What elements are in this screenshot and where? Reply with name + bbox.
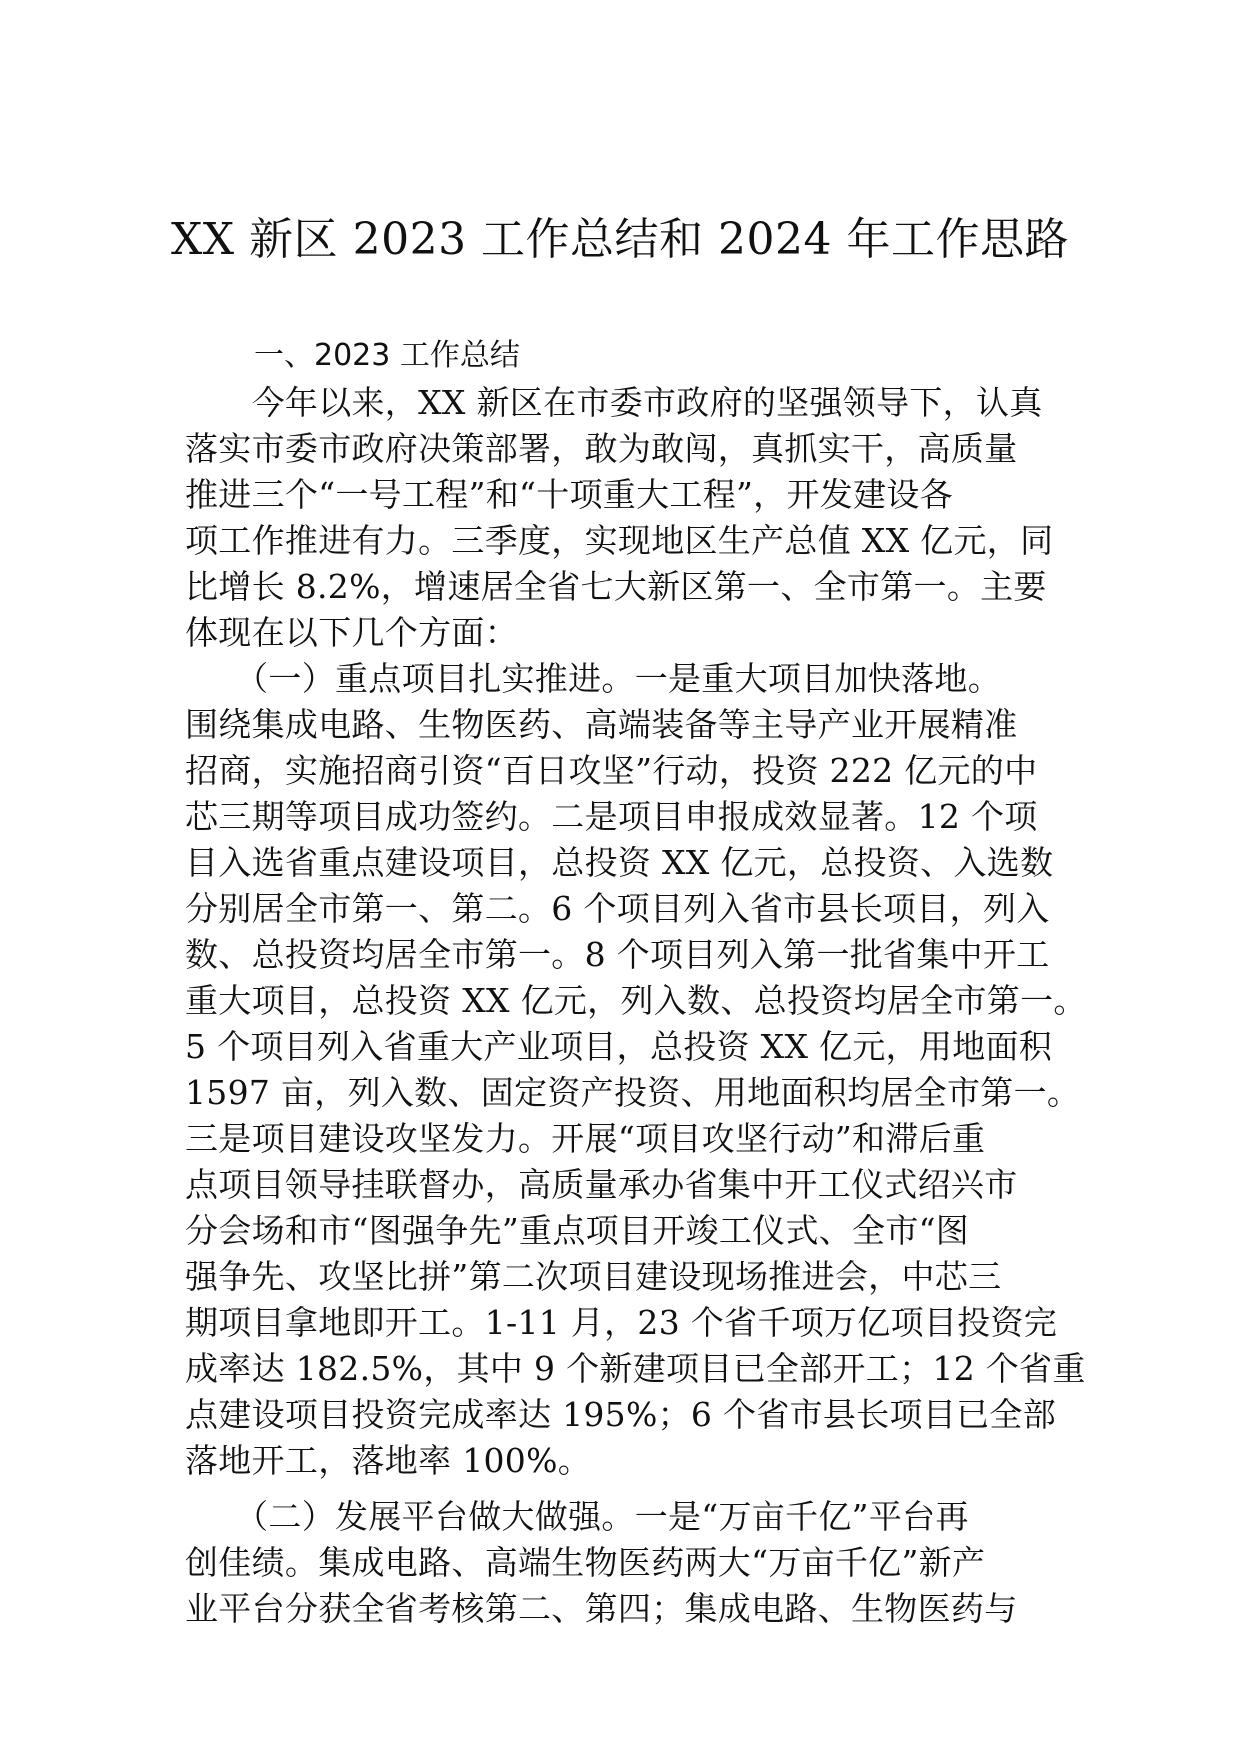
paragraph-line: 期项目拿地即开工。1-11 月，23 个省千项万亿项目投资完 — [185, 1303, 1058, 1342]
paragraph-line: 目入选省重点建设项目，总投资 XX 亿元，总投资、入选数 — [185, 843, 1054, 882]
paragraph-line: 比增长 8.2%，增速居全省七大新区第一、全市第一。主要 — [185, 567, 1047, 606]
paragraph-line: 三是项目建设攻坚发力。开展“项目攻坚行动”和滞后重 — [185, 1119, 986, 1158]
paragraph — [185, 1494, 1065, 1632]
paragraph-line: 强争先、攻坚比拼”第二次项目建设现场推进会，中芯三 — [185, 1257, 1002, 1296]
paragraph-line: （二）发展平台做大做强。一是“万亩千亿”平台再 — [185, 1497, 969, 1536]
paragraph-line: 点项目领导挂联督办，高质量承办省集中开工仪式绍兴市 — [185, 1165, 1018, 1204]
paragraph-line: 今年以来，XX 新区在市委市政府的坚强领导下，认真 — [185, 383, 1043, 422]
paragraph-line: 体现在以下几个方面： — [185, 613, 518, 652]
paragraph-line: 项工作推进有力。三季度，实现地区生产总值 XX 亿元，同 — [185, 521, 1054, 560]
paragraph-line: 落地开工，落地率 100%。 — [185, 1441, 592, 1480]
paragraph-line: 分会场和市“图强争先”重点项目开竣工仪式、全市“图 — [185, 1211, 970, 1250]
paragraph-line: 数、总投资均居全市第一。8 个项目列入第一批省集中开工 — [185, 935, 1050, 974]
paragraph-line: 落实市委市政府决策部署，敢为敢闯，真抓实干，高质量 — [185, 429, 1018, 468]
section-heading: 一、2023 工作总结 — [254, 338, 520, 373]
paragraph-line: 成率达 182.5%，其中 9 个新建项目已全部开工；12 个省重 — [185, 1349, 1086, 1388]
paragraph-line: 1597 亩，列入数、固定资产投资、用地面积均居全市第一。 — [185, 1073, 1081, 1112]
paragraph-line: 推进三个“一号工程”和“十项重大工程”，开发建设各 — [185, 475, 953, 514]
paragraph-line: 招商，实施招商引资“百日攻坚”行动，投资 222 亿元的中 — [185, 751, 1038, 790]
paragraph-line: 点建设项目投资完成率达 195%；6 个省市县长项目已全部 — [185, 1395, 1057, 1434]
paragraph-line: （一）重点项目扎实推进。一是重大项目加快落地。 — [185, 659, 1001, 698]
paragraph — [185, 656, 1087, 1484]
paragraph-line: 5 个项目列入省重大产业项目，总投资 XX 亿元，用地面积 — [185, 1027, 1053, 1066]
document-body — [185, 380, 1087, 1632]
document-title: XX 新区 2023 工作总结和 2024 年工作思路 — [170, 214, 1070, 265]
paragraph-line: 分别居全市第一、第二。6 个项目列入省市县长项目，列入 — [185, 889, 1050, 928]
paragraph-line: 芯三期等项目成功签约。二是项目申报成效显著。12 个项 — [185, 797, 1038, 836]
paragraph-line: 重大项目，总投资 XX 亿元，列入数、总投资均居全市第一。 — [185, 981, 1087, 1020]
paragraph-line: 围绕集成电路、生物医药、高端装备等主导产业开展精准 — [185, 705, 1018, 744]
paragraph-line: 创佳绩。集成电路、高端生物医药两大“万亩千亿”新产 — [185, 1543, 986, 1582]
paragraph — [185, 380, 1065, 656]
paragraph-line: 业平台分获全省考核第二、第四；集成电路、生物医药与 — [185, 1589, 1018, 1628]
